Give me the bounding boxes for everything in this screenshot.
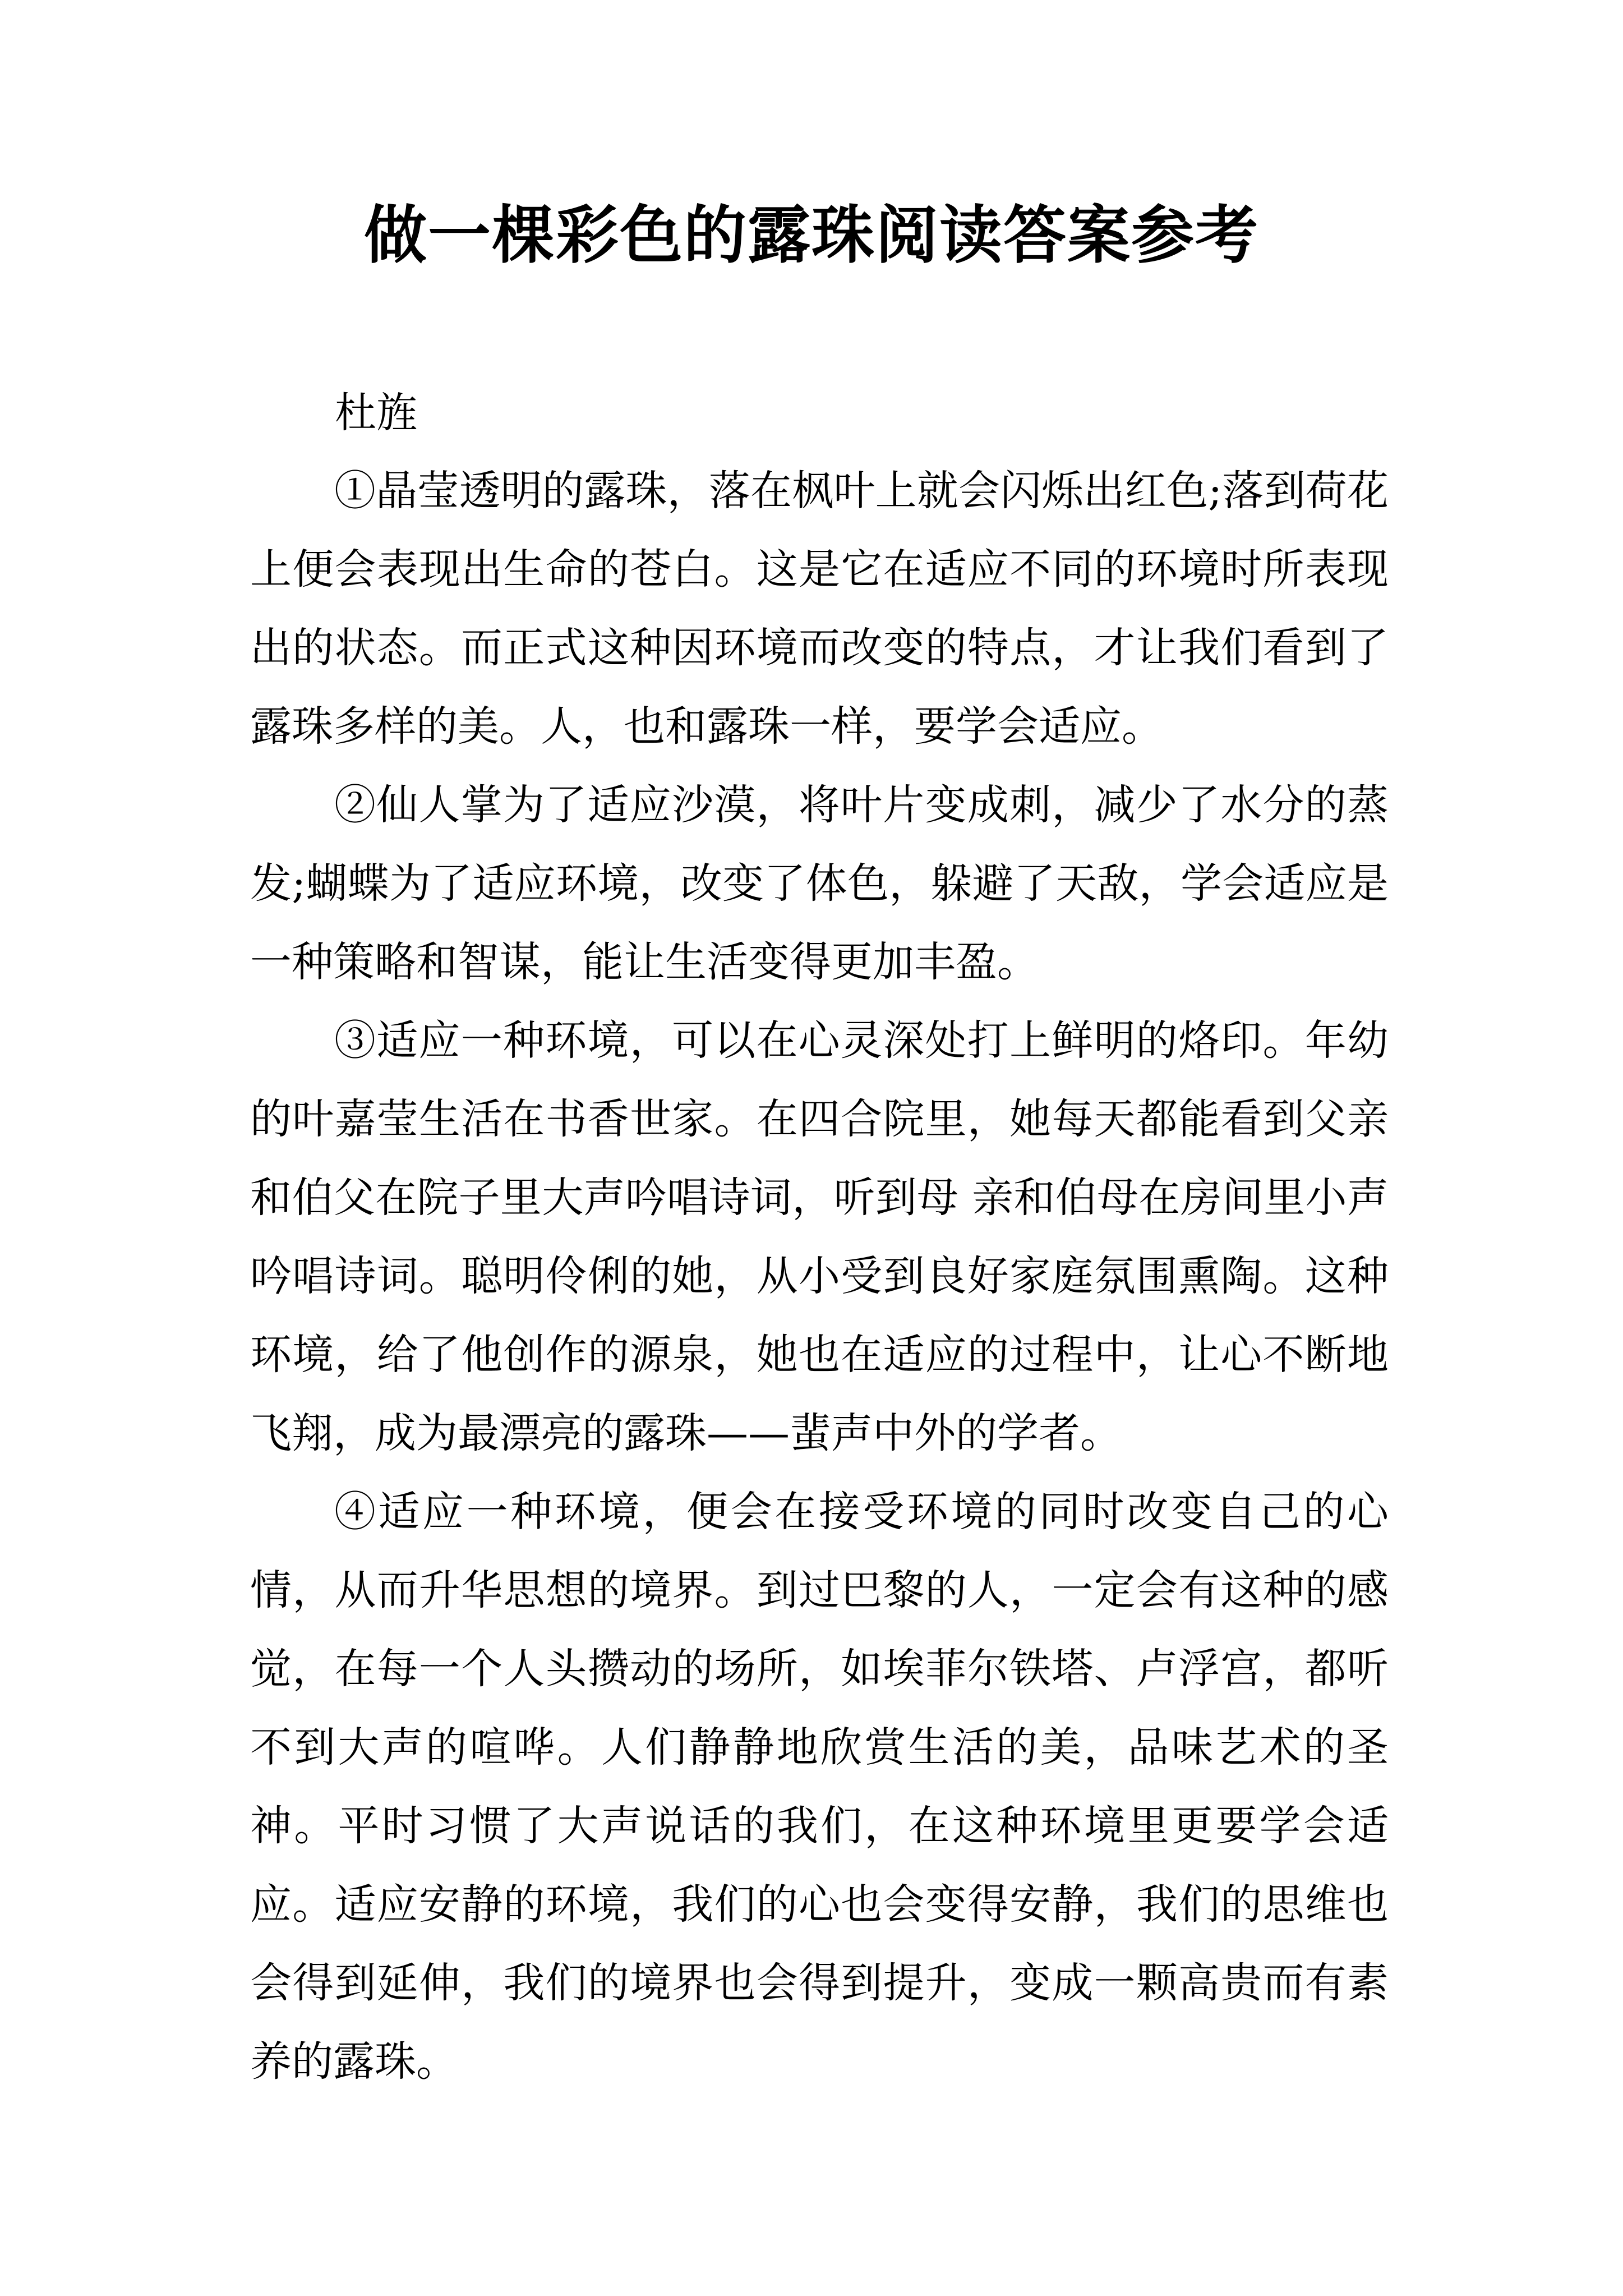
article-body: [250, 452, 1389, 2101]
paragraph-2: ②仙人掌为了适应沙漠，将叶片变成刺，减少了水分的蒸发;蝴蝶为了适应环境，改变了体色，躲避了天敌，学会适应是一种策略和智谋，能让生活变得更加丰盈。: [250, 781, 1389, 986]
document-title: 做一棵彩色的露珠阅读答案参考: [364, 199, 1259, 272]
paragraph-4: ④适应一种环境，便会在接受环境的同时改变自己的心情，从而升华思想的境界。到过巴黎的人，一定会有这种的感觉，在每一个人头攒动的场所，如埃菲尔铁塔、卢浮宫，都听不到大声的喧哗。人们静静地欣赏生活的美，品味艺术的圣神。平时习惯了大声说话的我们，在这种环境里更要学会适应。适应安静的环境，我们的心也会变得安静，我们的思维也会得到延伸，我们的境界也会得到提升，变成一颗高贵而有素养的露珠。: [250, 1488, 1389, 2086]
paragraph-1: ①晶莹透明的露珠，落在枫叶上就会闪烁出红色;落到荷花上便会表现出生命的苍白。这是它在适应不同的环境时所表现出的状态。而正式这种因环境而改变的特点，才让我们看到了露珠多样的美。人，也和露珠一样，要学会适应。: [250, 467, 1389, 751]
author-name: 杜旌: [335, 389, 418, 437]
paragraph-3: ③适应一种环境，可以在心灵深处打上鲜明的烙印。年幼的叶嘉莹生活在书香世家。在四合院里，她每天都能看到父亲和伯父在院子里大声吟唱诗词，听到母 亲和伯母在房间里小声吟唱诗词。聪明伶俐的她，从小受到良好家庭氛围熏陶。这种环境，给了他创作的源泉，她也在适应的过程中，让心不断地飞翔，成为最漂亮的露珠——蜚声中外的学者。: [250, 1016, 1389, 1457]
